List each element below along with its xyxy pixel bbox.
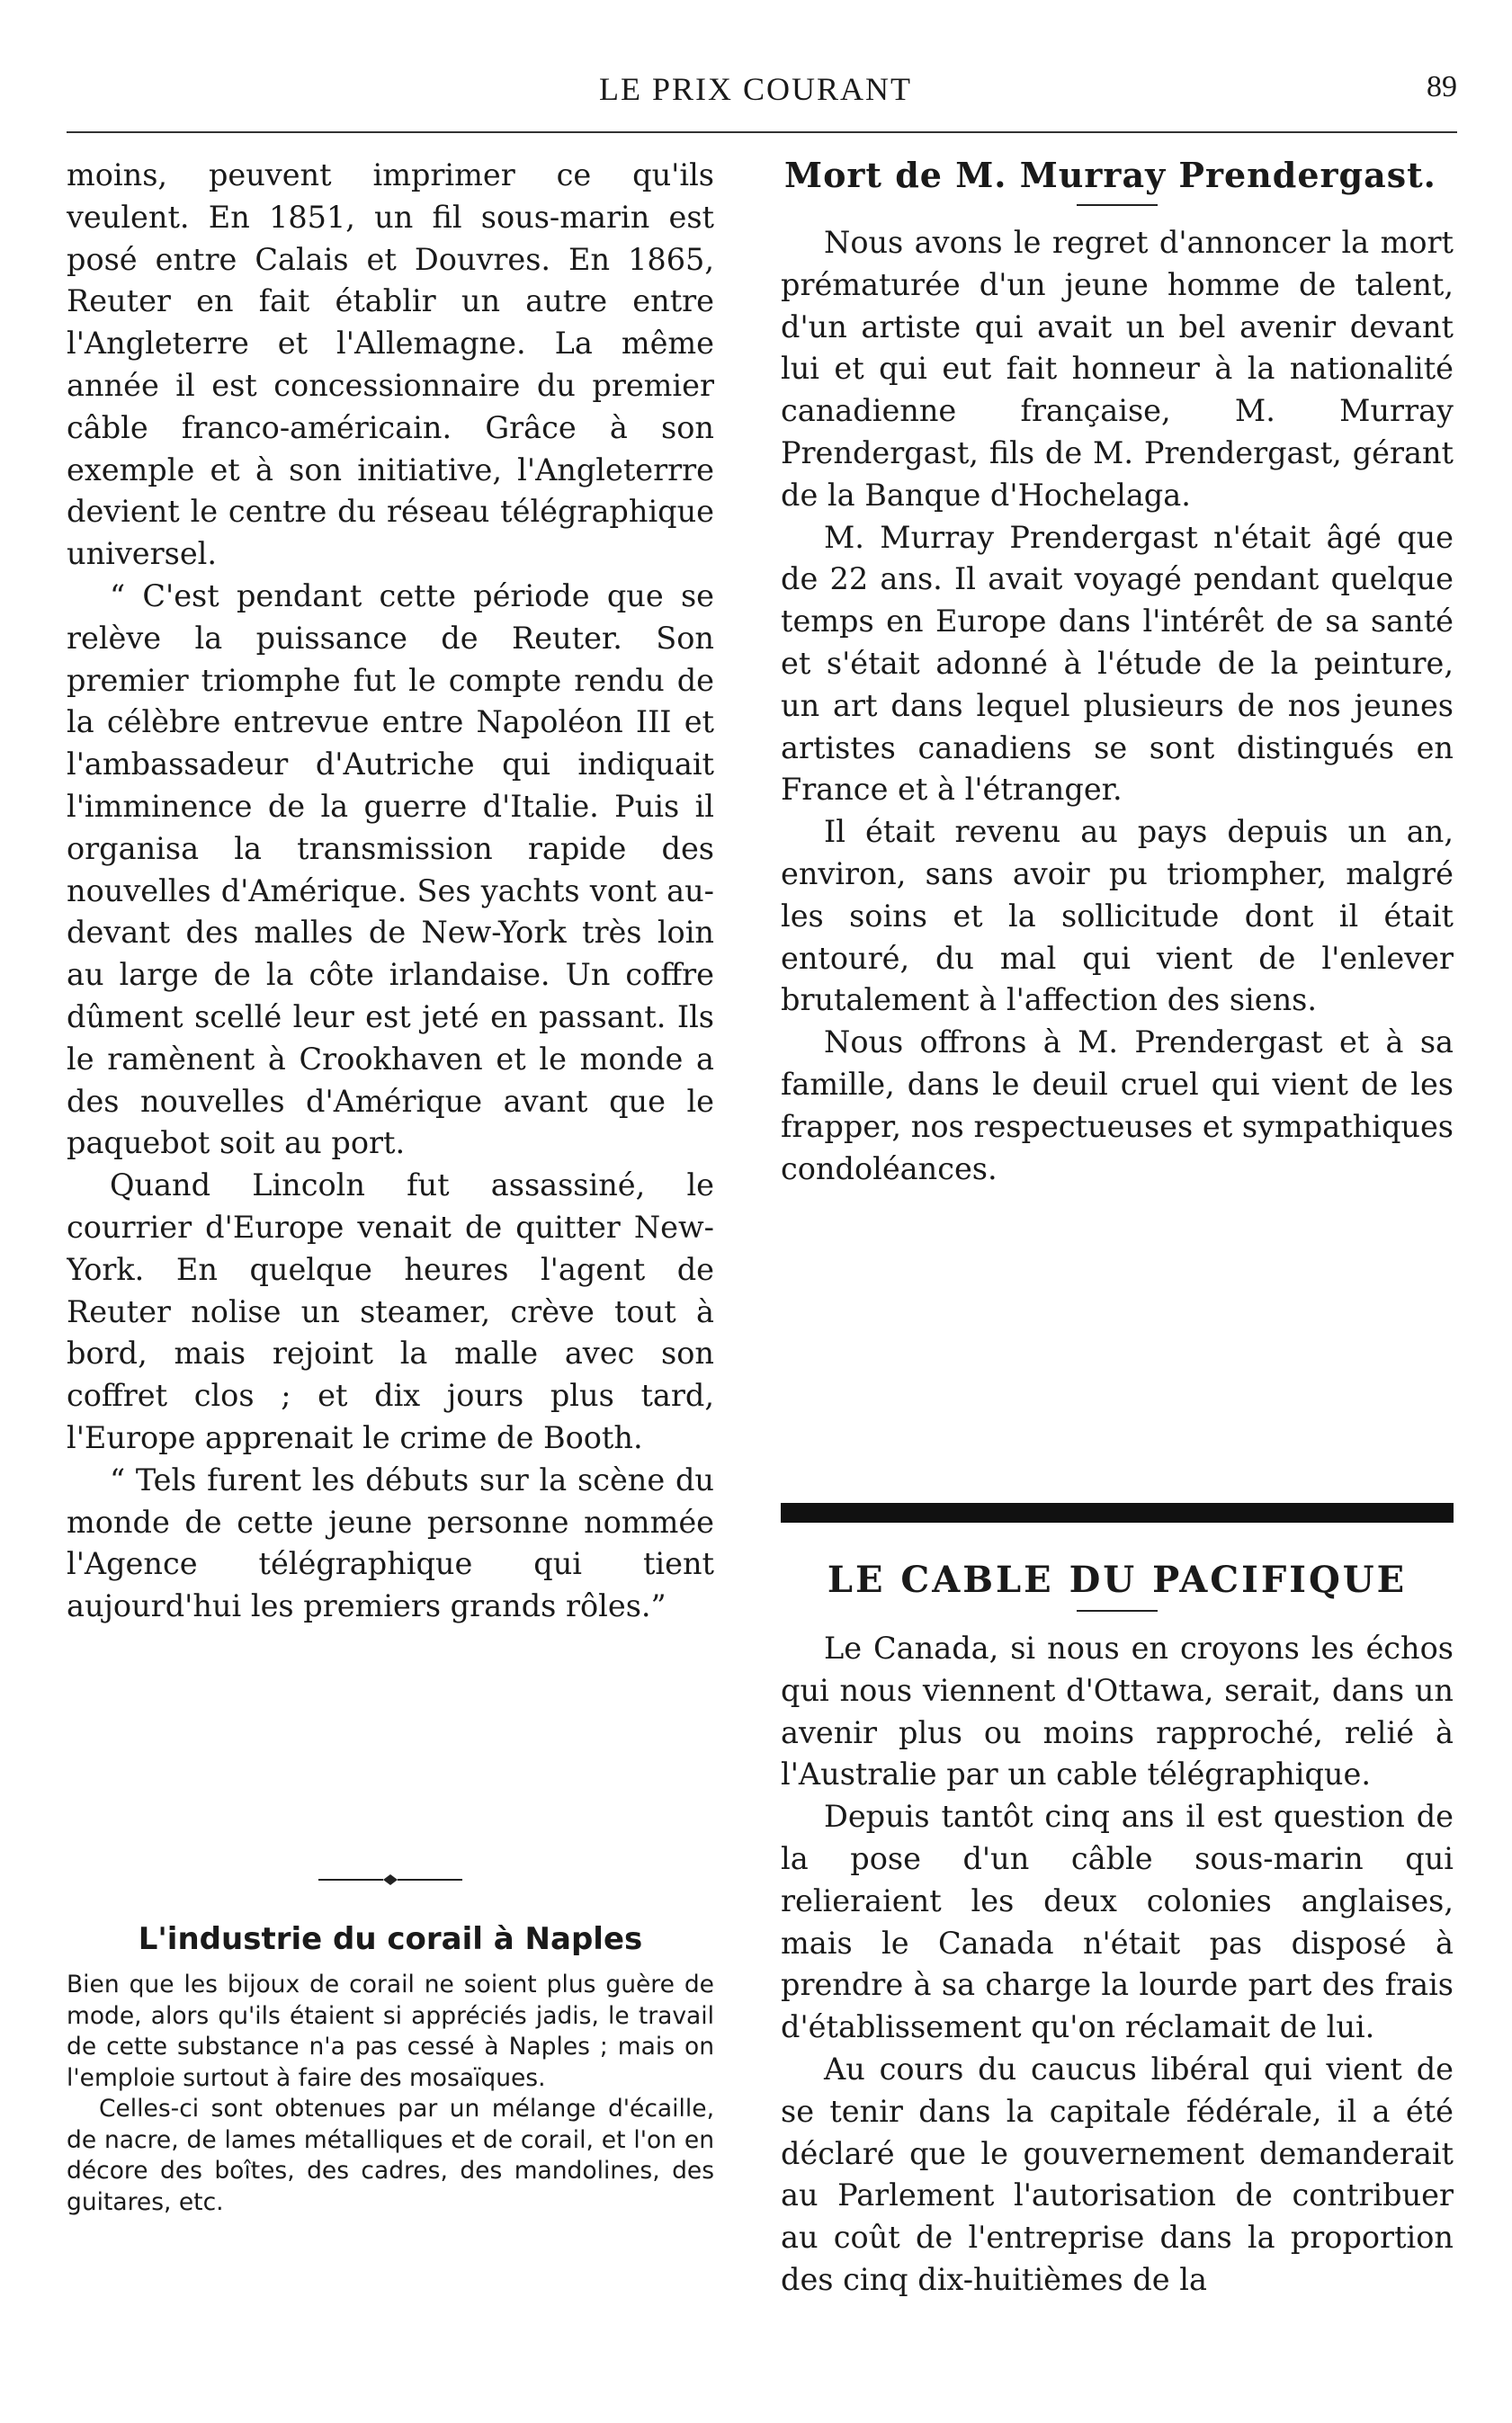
article-paragraph: Quand Lincoln fut assassiné, le courrier d'Europe venait de quitter New-York. En quelque heures l'agent de Reuter nolise un steamer, crève tout à bord, mais rejoint la malle avec son coffret clos ; et dix jours plus tard, l'Europe apprenait le crime de Booth. (67, 1167, 714, 1455)
obituary-heading: Mort de M. Murray Prendergast. (784, 155, 1436, 195)
obituary-paragraph: Il était revenu au pays depuis un an, environ, sans avoir pu triompher, malgré les soins et la sollicitude dont il était entouré, du mal qui vient de l'enlever brutalement à l'affection des siens. (781, 814, 1454, 1018)
short-rule (1077, 1610, 1158, 1612)
cable-heading: LE CABLE DU PACIFIQUE (827, 1559, 1408, 1601)
obituary-body (781, 222, 1454, 1463)
short-rule (1077, 204, 1158, 206)
obituary-paragraph: M. Murray Prendergast n'était âgé que de 22 ans. Il avait voyagé pendant quelque temps en Europe dans l'intérêt de sa santé et s'était adonné à l'étude de la peinture, un art dans lequel plusieurs de nos jeunes artistes canadiens se sont distingués en France et à l'étranger. (781, 519, 1454, 808)
cable-paragraph: Au cours du caucus libéral qui vient de se tenir dans la capitale fédérale, il a été déclaré que le gouvernement demanderait au Parlement l'autorisation de contribuer au coût de l'entreprise dans la proportion des cinq dix-huitièmes de la (781, 2051, 1454, 2297)
reuter-article (67, 155, 714, 1846)
left-column (67, 155, 714, 2218)
article-paragraph: “ Tels furent les débuts sur la scène du monde de cette jeune personne nommée l'Agence télégraphique qui tient aujourd'hui les premiers grands rôles.” (67, 1462, 714, 1624)
ornament-divider (309, 1862, 471, 1898)
section-separator-bar (781, 1503, 1454, 1523)
article-paragraph: moins, peuvent imprimer ce qu'ils veulent. En 1851, un fil sous-marin est posé entre Calais et Douvres. En 1865, Reuter en fait établir un autre entre l'Angleterre et l'Allemagne. La même année il est concessionnaire du premier câble franco-américain. Grâce à son exemple et à son initiative, l'Angleterrre devient le centre du réseau télégraphique universel. (67, 157, 714, 572)
right-column (781, 155, 1454, 2302)
cable-paragraph: Depuis tantôt cinq ans il est question de la pose d'un câble sous-marin qui relieraient les deux colonies anglaises, mais le Canada n'était pas disposé à prendre à sa charge la lourde part des frais d'établissement qu'on réclamait de lui. (781, 1799, 1454, 2045)
page-number: 89 (1427, 70, 1457, 103)
header-rule (67, 131, 1457, 133)
article-paragraph: “ C'est pendant cette période que se relève la puissance de Reuter. Son premier triomphe fut le compte rendu de la célèbre entrevue entre Napoléon III et l'ambassadeur d'Autriche qui indiquait l'imminence de la guerre d'Italie. Puis il organisa la transmission rapide des nouvelles d'Amérique. Ses yachts vont au-devant des malles de New-York très loin au large de la côte irlandaise. Un coffre dûment scellé leur est jeté en passant. Ils le ramènent à Crookhaven et le monde a des nouvelles d'Amérique avant que le paquebot soit au port. (67, 577, 714, 1161)
obituary-paragraph: Nous offrons à M. Prendergast et à sa famille, dans le deuil cruel qui vient de les frapper, nos respectueuses et sympathiques condoléances. (781, 1024, 1454, 1186)
coral-paragraph: Celles-ci sont obtenues par un mélange d'écaille, de nacre, de lames métalliques et de corail, et l'on en décore des boîtes, des cadres, des mandolines, des guitares, etc. (67, 2095, 714, 2216)
cable-paragraph: Le Canada, si nous en croyons les échos qui nous viennent d'Ottawa, serait, dans un avenir plus ou moins rapproché, relié à l'Australie par un cable télégraphique. (781, 1631, 1454, 1793)
page-header (54, 70, 1457, 115)
running-head: LE PRIX COURANT (598, 71, 912, 107)
coral-heading: L'industrie du corail à Naples (138, 1921, 643, 1957)
obituary-paragraph: Nous avons le regret d'annoncer la mort prématurée d'un jeune homme de talent, d'un artiste qui avait un bel avenir devant lui et qui eut fait honneur à la nationalité canadienne française, M. Murray Prendergast, fils de M. Prendergast, gérant de la Banque d'Hochelaga. (781, 225, 1454, 513)
coral-paragraph: Bien que les bijoux de corail ne soient plus guère de mode, alors qu'ils étaient si appréciés jadis, le travail de cette substance n'a pas cessé à Naples ; mais on l'emploie surtout à faire des mosaïques. (67, 1971, 714, 2092)
